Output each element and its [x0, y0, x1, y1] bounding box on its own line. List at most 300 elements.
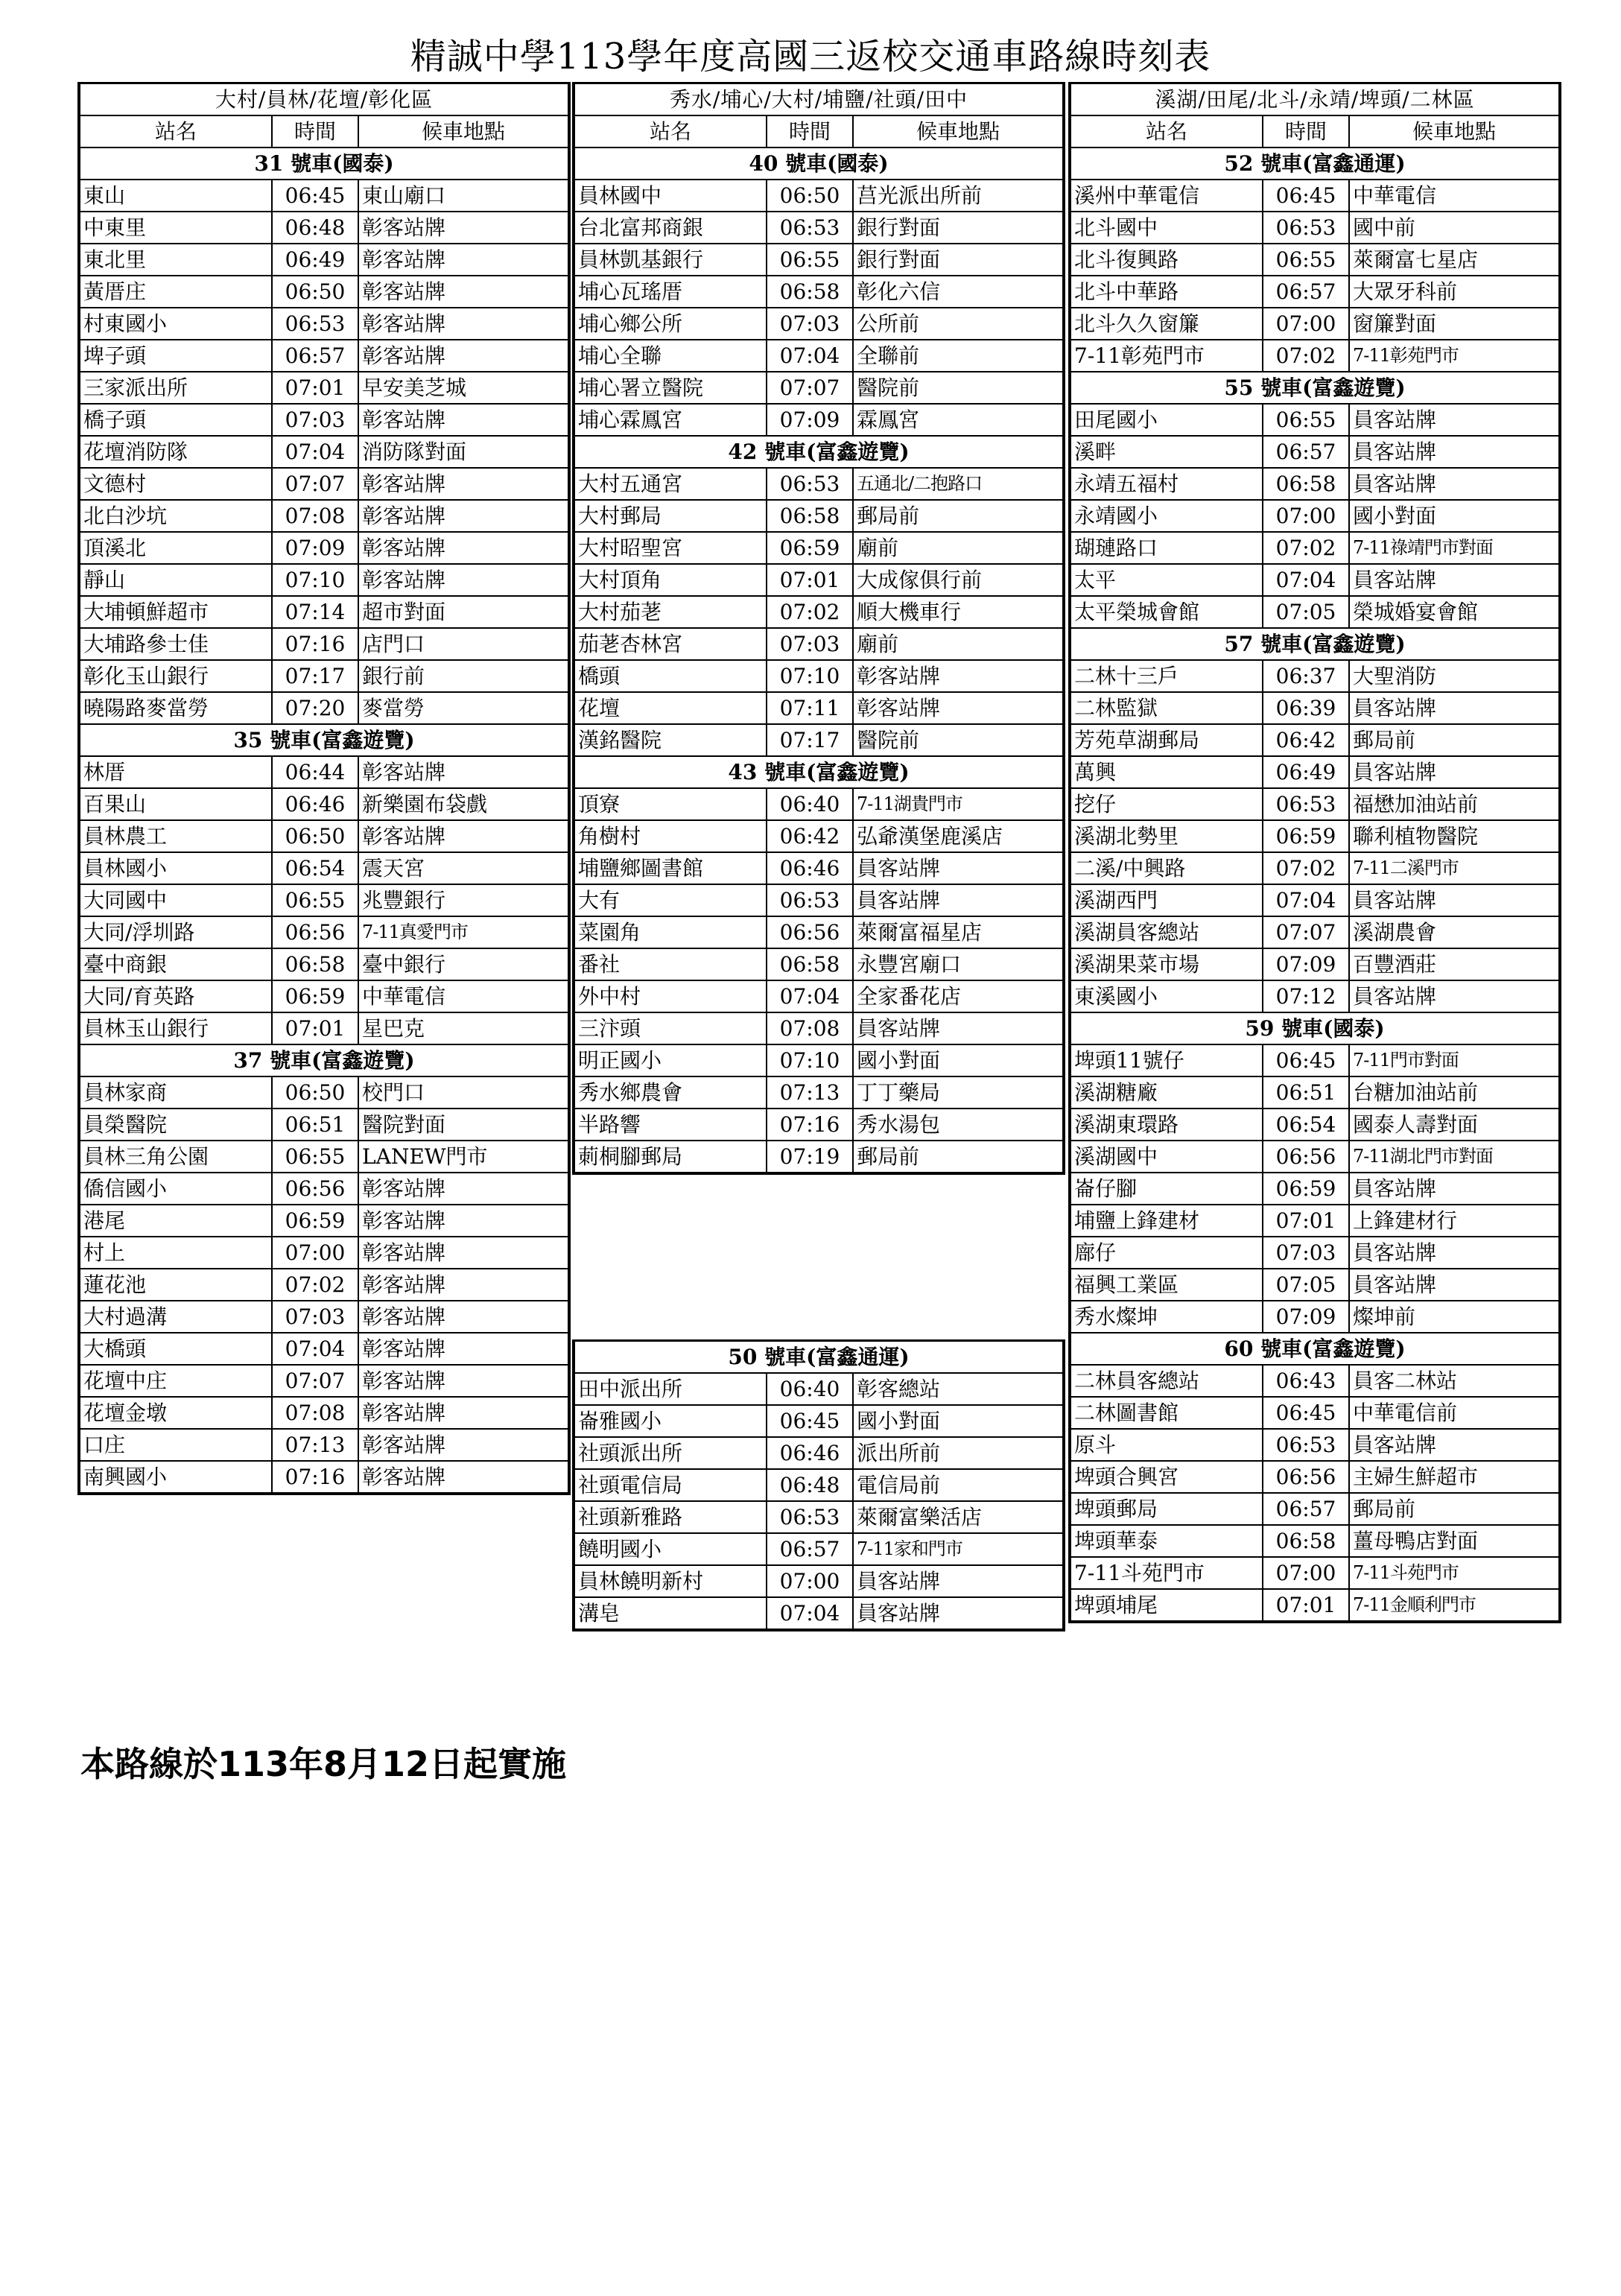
departure-time: 06:53 — [1263, 1430, 1350, 1460]
departure-time: 07:02 — [1263, 853, 1350, 884]
pickup-location: 全家番花店 — [857, 984, 962, 1009]
departure-time: 06:53 — [1263, 789, 1350, 819]
table-row — [575, 308, 1062, 340]
station-name: 永靖五福村 — [1071, 469, 1263, 499]
table-row — [575, 853, 1062, 885]
table-row — [80, 372, 568, 405]
pickup-location: 莒光派出所前 — [857, 183, 983, 208]
departure-time: 06:56 — [767, 917, 854, 948]
pickup-location: 震天宮 — [362, 856, 425, 881]
station-name: 大村過溝 — [80, 1301, 273, 1332]
pickup-location: 國小對面 — [857, 1048, 941, 1073]
departure-time: 06:49 — [1263, 757, 1350, 787]
station-name: 北斗久久窗簾 — [1071, 308, 1263, 339]
departure-time: 07:03 — [273, 1301, 359, 1332]
table-row — [80, 533, 568, 565]
departure-time: 07:02 — [1263, 340, 1350, 371]
table-row — [80, 180, 568, 212]
pickup-location: 窗簾對面 — [1353, 311, 1437, 336]
table-row — [1071, 597, 1558, 629]
station-name: 大埔路參士佳 — [80, 629, 273, 659]
departure-time: 07:00 — [273, 1237, 359, 1268]
station-name: 村東國小 — [80, 308, 273, 339]
pickup-location: 彰客站牌 — [362, 568, 446, 592]
station-name: 東北里 — [80, 244, 273, 275]
station-name: 茄荖杏林宮 — [575, 629, 767, 659]
station-name: 溪湖糖廠 — [1071, 1077, 1263, 1108]
pickup-location: 聯利植物醫院 — [1353, 824, 1479, 849]
departure-time: 07:02 — [767, 597, 854, 627]
pickup-location: 霖鳳宮 — [857, 407, 920, 432]
pickup-location: 7-11湖貴門市 — [857, 793, 962, 814]
pickup-location: 廟前 — [857, 632, 899, 656]
table-row — [1071, 308, 1558, 340]
table-row — [1071, 1494, 1558, 1526]
departure-time: 06:57 — [1263, 1494, 1350, 1524]
table-row — [575, 693, 1062, 725]
departure-time: 07:00 — [1263, 1558, 1350, 1588]
station-name: 二林監獄 — [1071, 693, 1263, 723]
departure-time: 07:04 — [1263, 885, 1350, 916]
station-name: 芳苑草湖郵局 — [1071, 725, 1263, 755]
pickup-location: 員客站牌 — [857, 1569, 941, 1593]
departure-time: 07:14 — [273, 597, 359, 627]
pickup-location: 台糖加油站前 — [1353, 1080, 1479, 1105]
route-column-3 — [1068, 82, 1561, 1623]
table-row — [575, 180, 1062, 212]
station-name: 埤頭11號仔 — [1071, 1045, 1263, 1076]
pickup-location: 大眾牙科前 — [1353, 279, 1458, 304]
table-row — [80, 1430, 568, 1462]
departure-time: 07:09 — [767, 405, 854, 435]
station-name: 廍仔 — [1071, 1237, 1263, 1268]
table-row — [80, 597, 568, 629]
departure-time: 06:55 — [273, 885, 359, 916]
departure-time: 06:40 — [767, 1374, 854, 1404]
departure-time: 06:42 — [767, 821, 854, 852]
table-row — [1071, 1301, 1558, 1333]
pickup-location: 上鋒建材行 — [1353, 1208, 1458, 1233]
station-name: 大村五通宮 — [575, 469, 767, 499]
table-row — [80, 565, 568, 597]
departure-time: 06:48 — [273, 212, 359, 243]
pickup-location: 榮城婚宴會館 — [1353, 600, 1479, 624]
table-row — [80, 1205, 568, 1237]
bus-number-label: 35 號車(富鑫遊覽) — [233, 728, 415, 752]
header-station: 站名 — [575, 116, 767, 147]
table-row — [80, 308, 568, 340]
bus-header — [80, 1045, 568, 1077]
table-row — [80, 1173, 568, 1205]
station-name: 僑信國小 — [80, 1173, 273, 1204]
pickup-location: 7-11二溪門市 — [1353, 857, 1459, 878]
table-row — [575, 597, 1062, 629]
table-row — [1071, 469, 1558, 501]
bus-number-label: 55 號車(富鑫遊覽) — [1224, 375, 1406, 400]
station-name: 埤頭埔尾 — [1071, 1590, 1263, 1620]
pickup-location: 醫院前 — [857, 728, 920, 752]
pickup-location: 麥當勞 — [362, 696, 425, 720]
table-row — [80, 757, 568, 789]
departure-time: 06:42 — [1263, 725, 1350, 755]
table-row — [80, 501, 568, 533]
departure-time: 07:13 — [273, 1430, 359, 1460]
effective-date-note: 本路線於113年8月12日起實施 — [80, 1744, 567, 1784]
station-name: 埔鹽上鋒建材 — [1071, 1205, 1263, 1236]
departure-time: 06:57 — [273, 340, 359, 371]
departure-time: 07:04 — [767, 340, 854, 371]
departure-time: 06:58 — [767, 276, 854, 307]
pickup-location: 廟前 — [857, 536, 899, 560]
column-header-row — [80, 116, 568, 148]
bus-number-label: 50 號車(富鑫通運) — [728, 1345, 910, 1369]
pickup-location: 員客站牌 — [1353, 760, 1437, 784]
table-row — [80, 212, 568, 244]
table-row — [80, 1109, 568, 1141]
table-row — [80, 629, 568, 661]
departure-time: 06:53 — [1263, 212, 1350, 243]
bus-number-label: 31 號車(國泰) — [254, 151, 394, 176]
table-row — [1071, 1366, 1558, 1398]
pickup-location: 彰客站牌 — [362, 760, 446, 784]
pickup-location: 消防隊對面 — [362, 440, 467, 464]
table-row — [1071, 885, 1558, 917]
pickup-location: 中華電信 — [362, 984, 446, 1009]
table-row — [575, 1077, 1062, 1109]
pickup-location: 彰客站牌 — [362, 824, 446, 849]
departure-time: 06:56 — [273, 917, 359, 948]
pickup-location: 7-11門市對面 — [1353, 1050, 1459, 1071]
station-name: 瑚璉路口 — [1071, 533, 1263, 563]
departure-time: 07:03 — [1263, 1237, 1350, 1268]
station-name: 員林饒明新村 — [575, 1566, 767, 1596]
departure-time: 06:46 — [767, 853, 854, 884]
departure-time: 07:16 — [767, 1109, 854, 1140]
route-column-1 — [77, 82, 571, 1495]
table-row — [80, 405, 568, 437]
pickup-location: 萊爾富樂活店 — [857, 1505, 983, 1529]
page-title: 精誠中學113學年度高國三返校交通車路線時刻表 — [410, 36, 1211, 77]
pickup-location: 超市對面 — [362, 600, 446, 624]
departure-time: 07:16 — [273, 629, 359, 659]
table-row — [575, 565, 1062, 597]
station-name: 靜山 — [80, 565, 273, 595]
header-stop: 候車地點 — [421, 119, 505, 144]
pickup-location: 電信局前 — [857, 1473, 941, 1497]
station-name: 北斗中華路 — [1071, 276, 1263, 307]
pickup-location: 彰客站牌 — [362, 1304, 446, 1329]
departure-time: 07:04 — [767, 981, 854, 1012]
region-label: 秀水/埔心/大村/埔鹽/社頭/田中 — [669, 87, 968, 112]
pickup-location: 五通北/二抱路口 — [857, 473, 983, 494]
table-row — [1071, 501, 1558, 533]
table-row — [1071, 437, 1558, 469]
pickup-location: 彰客站牌 — [362, 247, 446, 272]
pickup-location: 7-11彰苑門市 — [1353, 345, 1459, 366]
bus-header — [575, 437, 1062, 469]
station-name: 港尾 — [80, 1205, 273, 1236]
table-row — [575, 1141, 1062, 1172]
table-row — [1071, 1045, 1558, 1077]
station-name: 大有 — [575, 885, 767, 916]
pickup-location: 員客站牌 — [1353, 1433, 1437, 1457]
table-row — [575, 244, 1062, 276]
departure-time: 06:45 — [1263, 180, 1350, 211]
table-row — [1071, 757, 1558, 789]
pickup-location: 醫院前 — [857, 375, 920, 400]
departure-time: 07:04 — [767, 1598, 854, 1629]
table-row — [1071, 1590, 1558, 1620]
station-name: 大村郵局 — [575, 501, 767, 531]
pickup-location: 彰客站牌 — [362, 1208, 446, 1233]
station-name: 番社 — [575, 949, 767, 980]
departure-time: 07:20 — [273, 693, 359, 723]
departure-time: 06:58 — [273, 949, 359, 980]
departure-time: 06:43 — [1263, 1366, 1350, 1396]
station-name: 埤頭華泰 — [1071, 1526, 1263, 1556]
station-name: 花壇金墩 — [80, 1398, 273, 1428]
table-row — [80, 276, 568, 308]
station-name: 埔心瓦瑤厝 — [575, 276, 767, 307]
departure-time: 07:08 — [767, 1013, 854, 1044]
departure-time: 06:56 — [1263, 1141, 1350, 1172]
departure-time: 07:09 — [1263, 949, 1350, 980]
station-name: 角樹村 — [575, 821, 767, 852]
departure-time: 06:44 — [273, 757, 359, 787]
station-name: 員林國小 — [80, 853, 273, 884]
station-name: 外中村 — [575, 981, 767, 1012]
pickup-location: 彰客站牌 — [362, 215, 446, 240]
table-row — [1071, 212, 1558, 244]
pickup-location: 員客站牌 — [1353, 984, 1437, 1009]
departure-time: 06:45 — [1263, 1398, 1350, 1428]
pickup-location: 彰客站牌 — [857, 664, 941, 688]
table-row — [575, 1534, 1062, 1566]
pickup-location: 員客站牌 — [857, 888, 941, 913]
station-name: 半路響 — [575, 1109, 767, 1140]
departure-time: 06:50 — [273, 1077, 359, 1108]
table-row — [1071, 1077, 1558, 1109]
station-name: 饒明國小 — [575, 1534, 767, 1564]
station-name: 太平榮城會館 — [1071, 597, 1263, 627]
table-row — [1071, 1558, 1558, 1590]
table-row — [1071, 1430, 1558, 1462]
table-row — [1071, 693, 1558, 725]
pickup-location: 彰客站牌 — [362, 311, 446, 336]
header-time: 時間 — [273, 116, 359, 147]
station-name: 二林圖書館 — [1071, 1398, 1263, 1428]
table-row — [80, 469, 568, 501]
route-column-2-bus-50 — [572, 1339, 1065, 1631]
table-row — [575, 533, 1062, 565]
table-row — [80, 853, 568, 885]
pickup-location: 東山廟口 — [362, 183, 446, 208]
header-time: 時間 — [1263, 116, 1350, 147]
station-name: 二林十三戶 — [1071, 661, 1263, 691]
departure-time: 07:17 — [273, 661, 359, 691]
table-row — [575, 1013, 1062, 1045]
station-name: 挖仔 — [1071, 789, 1263, 819]
departure-time: 07:07 — [273, 469, 359, 499]
station-name: 員林家商 — [80, 1077, 273, 1108]
station-name: 員林玉山銀行 — [80, 1013, 273, 1044]
station-name: 大村頂角 — [575, 565, 767, 595]
departure-time: 06:53 — [767, 885, 854, 916]
table-row — [1071, 1141, 1558, 1173]
table-row — [1071, 981, 1558, 1013]
bus-number-label: 57 號車(富鑫遊覽) — [1224, 632, 1406, 656]
table-row — [1071, 1109, 1558, 1141]
pickup-location: 彰客站牌 — [362, 1336, 446, 1361]
table-row — [575, 1470, 1062, 1502]
departure-time: 06:58 — [767, 949, 854, 980]
pickup-location: 彰客站牌 — [362, 343, 446, 368]
pickup-location: 彰客總站 — [857, 1377, 941, 1401]
table-row — [80, 917, 568, 949]
table-row — [1071, 244, 1558, 276]
station-name: 埔心署立醫院 — [575, 372, 767, 403]
pickup-location: 員客二林站 — [1353, 1369, 1458, 1393]
table-row — [1071, 1237, 1558, 1269]
pickup-location: 員客站牌 — [857, 1601, 941, 1626]
table-row — [575, 405, 1062, 437]
station-name: 員榮醫院 — [80, 1109, 273, 1140]
departure-time: 07:02 — [1263, 533, 1350, 563]
station-name: 村上 — [80, 1237, 273, 1268]
table-row — [575, 821, 1062, 853]
station-name: 大同國中 — [80, 885, 273, 916]
departure-time: 07:02 — [273, 1269, 359, 1300]
station-name: 花壇中庄 — [80, 1366, 273, 1396]
station-name: 社頭新雅路 — [575, 1502, 767, 1532]
departure-time: 06:59 — [1263, 1173, 1350, 1204]
pickup-location: 員客站牌 — [1353, 888, 1437, 913]
departure-time: 07:16 — [273, 1462, 359, 1492]
departure-time: 07:00 — [1263, 308, 1350, 339]
region-label: 溪湖/田尾/北斗/永靖/埤頭/二林區 — [1155, 87, 1475, 112]
departure-time: 06:54 — [1263, 1109, 1350, 1140]
departure-time: 07:11 — [767, 693, 854, 723]
pickup-location: 7-11金順利門市 — [1353, 1594, 1476, 1615]
pickup-location: 員客站牌 — [1353, 1176, 1437, 1201]
pickup-location: 派出所前 — [857, 1441, 941, 1465]
table-row — [1071, 276, 1558, 308]
table-row — [1071, 949, 1558, 981]
table-row — [575, 725, 1062, 757]
bus-header — [575, 757, 1062, 789]
table-row — [1071, 725, 1558, 757]
departure-time: 06:53 — [273, 308, 359, 339]
bus-header — [80, 148, 568, 180]
station-name: 7-11彰苑門市 — [1071, 340, 1263, 371]
pickup-location: 全聯前 — [857, 343, 920, 368]
pickup-location: 7-11斗苑門市 — [1353, 1562, 1459, 1583]
pickup-location: 早安美芝城 — [362, 375, 467, 400]
bus-number-label: 37 號車(富鑫遊覽) — [233, 1048, 415, 1073]
bus-header — [1071, 148, 1558, 180]
station-name: 太平 — [1071, 565, 1263, 595]
departure-time: 07:05 — [1263, 1269, 1350, 1300]
station-name: 花壇 — [575, 693, 767, 723]
table-row — [1071, 853, 1558, 885]
table-row — [1071, 1269, 1558, 1301]
station-name: 菜園角 — [575, 917, 767, 948]
pickup-location: 國泰人壽對面 — [1353, 1112, 1479, 1137]
table-row — [575, 1406, 1062, 1438]
departure-time: 06:50 — [767, 180, 854, 211]
station-name: 莿桐腳郵局 — [575, 1141, 767, 1172]
station-name: 北白沙坑 — [80, 501, 273, 531]
station-name: 溪湖北勢里 — [1071, 821, 1263, 852]
pickup-location: 7-11祿靖門市對面 — [1353, 537, 1493, 558]
table-row — [80, 1077, 568, 1109]
table-row — [575, 789, 1062, 821]
departure-time: 06:45 — [767, 1406, 854, 1436]
bus-header — [80, 725, 568, 757]
header-stop: 候車地點 — [1412, 119, 1496, 144]
pickup-location: 員客站牌 — [1353, 472, 1437, 496]
station-name: 二林員客總站 — [1071, 1366, 1263, 1396]
table-row — [80, 1462, 568, 1492]
station-name: 埔心霖鳳宮 — [575, 405, 767, 435]
bus-number-label: 40 號車(國泰) — [749, 151, 889, 176]
header-stop: 候車地點 — [916, 119, 1000, 144]
departure-time: 06:51 — [1263, 1077, 1350, 1108]
departure-time: 07:03 — [767, 629, 854, 659]
station-name: 大村昭聖宮 — [575, 533, 767, 563]
pickup-location: 彰客站牌 — [362, 504, 446, 528]
departure-time: 06:57 — [1263, 437, 1350, 467]
pickup-location: 兆豐銀行 — [362, 888, 446, 913]
table-row — [1071, 1398, 1558, 1430]
pickup-location: 丁丁藥局 — [857, 1080, 941, 1105]
departure-time: 07:10 — [767, 661, 854, 691]
table-row — [80, 244, 568, 276]
departure-time: 07:07 — [767, 372, 854, 403]
station-name: 秀水鄉農會 — [575, 1077, 767, 1108]
departure-time: 06:39 — [1263, 693, 1350, 723]
station-name: 溝皂 — [575, 1598, 767, 1629]
station-name: 溪湖果菜市場 — [1071, 949, 1263, 980]
table-row — [1071, 405, 1558, 437]
table-row — [80, 340, 568, 372]
departure-time: 06:50 — [273, 821, 359, 852]
pickup-location: 臺中銀行 — [362, 952, 446, 977]
bus-header — [1071, 372, 1558, 405]
bus-header — [575, 148, 1062, 180]
departure-time: 07:04 — [273, 437, 359, 467]
station-name: 黃厝庄 — [80, 276, 273, 307]
bus-header — [575, 1342, 1062, 1374]
departure-time: 07:07 — [1263, 917, 1350, 948]
departure-time: 06:57 — [767, 1534, 854, 1564]
pickup-location: LANEW門市 — [362, 1144, 488, 1169]
station-name: 台北富邦商銀 — [575, 212, 767, 243]
table-row — [575, 340, 1062, 372]
table-row — [80, 1141, 568, 1173]
departure-time: 07:10 — [767, 1045, 854, 1076]
pickup-location: 彰化六信 — [857, 279, 941, 304]
departure-time: 06:48 — [767, 1470, 854, 1500]
table-row — [575, 372, 1062, 405]
departure-time: 07:01 — [273, 1013, 359, 1044]
station-name: 林厝 — [80, 757, 273, 787]
bus-number-label: 59 號車(國泰) — [1245, 1016, 1385, 1041]
departure-time: 07:01 — [273, 372, 359, 403]
departure-time: 06:46 — [273, 789, 359, 819]
table-row — [80, 661, 568, 693]
pickup-location: 7-11家和門市 — [857, 1538, 962, 1559]
